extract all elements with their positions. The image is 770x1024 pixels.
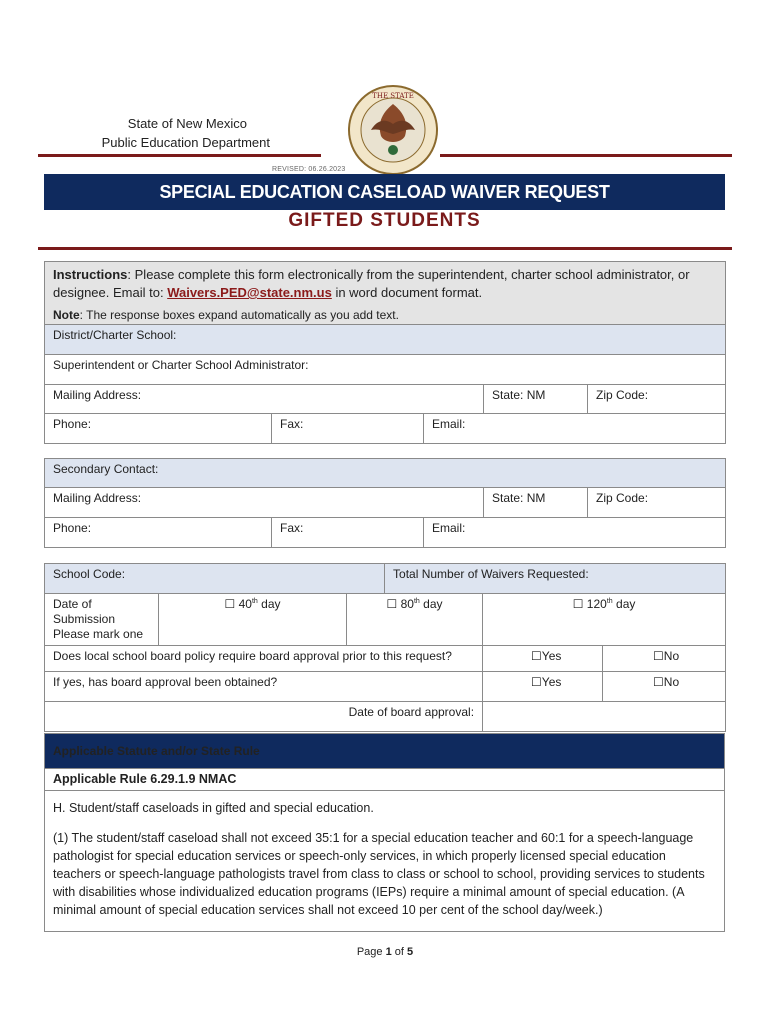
- form-title: SPECIAL EDUCATION CASELOAD WAIVER REQUEST: [44, 174, 725, 210]
- mailing-address-field[interactable]: Mailing Address:: [45, 385, 484, 414]
- statute-text: [45, 791, 725, 932]
- zip-code-field[interactable]: Zip Code:: [588, 385, 726, 414]
- statute-paragraph-1: (1) The student/staff caseload shall not exceed 35:1 for a special education teacher and 60:1 for a speech-language pathologist for special education services or speech-only services, in which properly licensed special education teachers or speech-language pathologists travel from class to class or school to school, providing services to students with disabilities whose individualized education programs (IEPs) require a minimal amount of special education. (A minimal amount of special education services shall not exceed 10 per cent of the school day/week.): [53, 831, 705, 917]
- email-field[interactable]: Email:: [424, 414, 726, 444]
- phone-field[interactable]: Phone:: [45, 414, 272, 444]
- day-80-option[interactable]: ☐ 80th day: [347, 594, 483, 646]
- board-approval-question: If yes, has board approval been obtained?: [45, 672, 483, 702]
- header-rule-right: [440, 154, 732, 157]
- statute-header: Applicable Statute and/or State Rule: [45, 734, 725, 769]
- header-rule-left: [38, 154, 321, 157]
- agency-line-department: Public Education Department: [101, 135, 270, 150]
- instructions-text: Instructions: Please complete this form electronically from the superintendent, charter school administrator, or designee. Email to: Waivers.PED@state.nm.us in word document format.: [53, 267, 690, 300]
- checkbox-board-policy-no[interactable]: ☐: [653, 649, 664, 663]
- contact-table: [44, 261, 726, 444]
- page-number: Page 1 of 5: [356, 946, 414, 958]
- waiver-email-link[interactable]: Waivers.PED@state.nm.us: [167, 285, 332, 300]
- checkbox-40-day[interactable]: ☐: [224, 597, 236, 611]
- day-120-option[interactable]: ☐ 120th day: [483, 594, 726, 646]
- board-policy-no[interactable]: ☐No: [603, 646, 726, 672]
- fax-field[interactable]: Fax:: [272, 414, 424, 444]
- total-waivers-field[interactable]: Total Number of Waivers Requested:: [385, 564, 726, 594]
- board-approval-date-label: Date of board approval:: [45, 702, 483, 732]
- school-code-field[interactable]: School Code:: [45, 564, 385, 594]
- district-field[interactable]: District/Charter School:: [45, 325, 726, 355]
- day-40-option[interactable]: ☐ 40th day: [159, 594, 347, 646]
- state-seal-icon: [347, 84, 439, 176]
- date-of-submission-label: Date of Submission Please mark one: [45, 594, 159, 646]
- agency-line-state: State of New Mexico: [127, 116, 247, 131]
- agency-name: [0, 114, 385, 152]
- svg-text:THE STATE: THE STATE: [372, 92, 414, 100]
- secondary-fax-field[interactable]: Fax:: [272, 518, 424, 548]
- instructions-note: Note: The response boxes expand automatically as you add text.: [53, 308, 399, 322]
- checkbox-120-day[interactable]: ☐: [572, 597, 584, 611]
- checkbox-80-day[interactable]: ☐: [386, 597, 398, 611]
- state-field[interactable]: State: NM: [484, 385, 588, 414]
- form-subtitle: GIFTED STUDENTS: [288, 210, 481, 231]
- secondary-contact-field[interactable]: Secondary Contact:: [45, 459, 726, 488]
- secondary-contact-table: [44, 458, 726, 548]
- board-approval-yes[interactable]: ☐Yes: [483, 672, 603, 702]
- board-policy-question: Does local school board policy require board approval prior to this request?: [45, 646, 483, 672]
- board-approval-date-field[interactable]: [483, 702, 726, 732]
- checkbox-board-policy-yes[interactable]: ☐: [531, 649, 542, 663]
- submission-table: [44, 563, 726, 732]
- checkbox-board-approval-yes[interactable]: ☐: [531, 675, 542, 689]
- revision-date: REVISED: 06.26.2023: [272, 166, 346, 173]
- board-approval-no[interactable]: ☐No: [603, 672, 726, 702]
- superintendent-field[interactable]: Superintendent or Charter School Administrator:: [45, 355, 726, 385]
- secondary-mailing-address-field[interactable]: Mailing Address:: [45, 488, 484, 518]
- secondary-zip-code-field[interactable]: Zip Code:: [588, 488, 726, 518]
- checkbox-board-approval-no[interactable]: ☐: [653, 675, 664, 689]
- statute-paragraph-h: H. Student/staff caseloads in gifted and special education.: [53, 801, 374, 815]
- secondary-state-field[interactable]: State: NM: [484, 488, 588, 518]
- instructions-box: [45, 262, 726, 325]
- secondary-phone-field[interactable]: Phone:: [45, 518, 272, 548]
- secondary-email-field[interactable]: Email:: [424, 518, 726, 548]
- statute-table: [44, 733, 725, 932]
- board-policy-yes[interactable]: ☐Yes: [483, 646, 603, 672]
- title-rule: [38, 247, 732, 250]
- applicable-rule: Applicable Rule 6.29.1.9 NMAC: [45, 769, 725, 791]
